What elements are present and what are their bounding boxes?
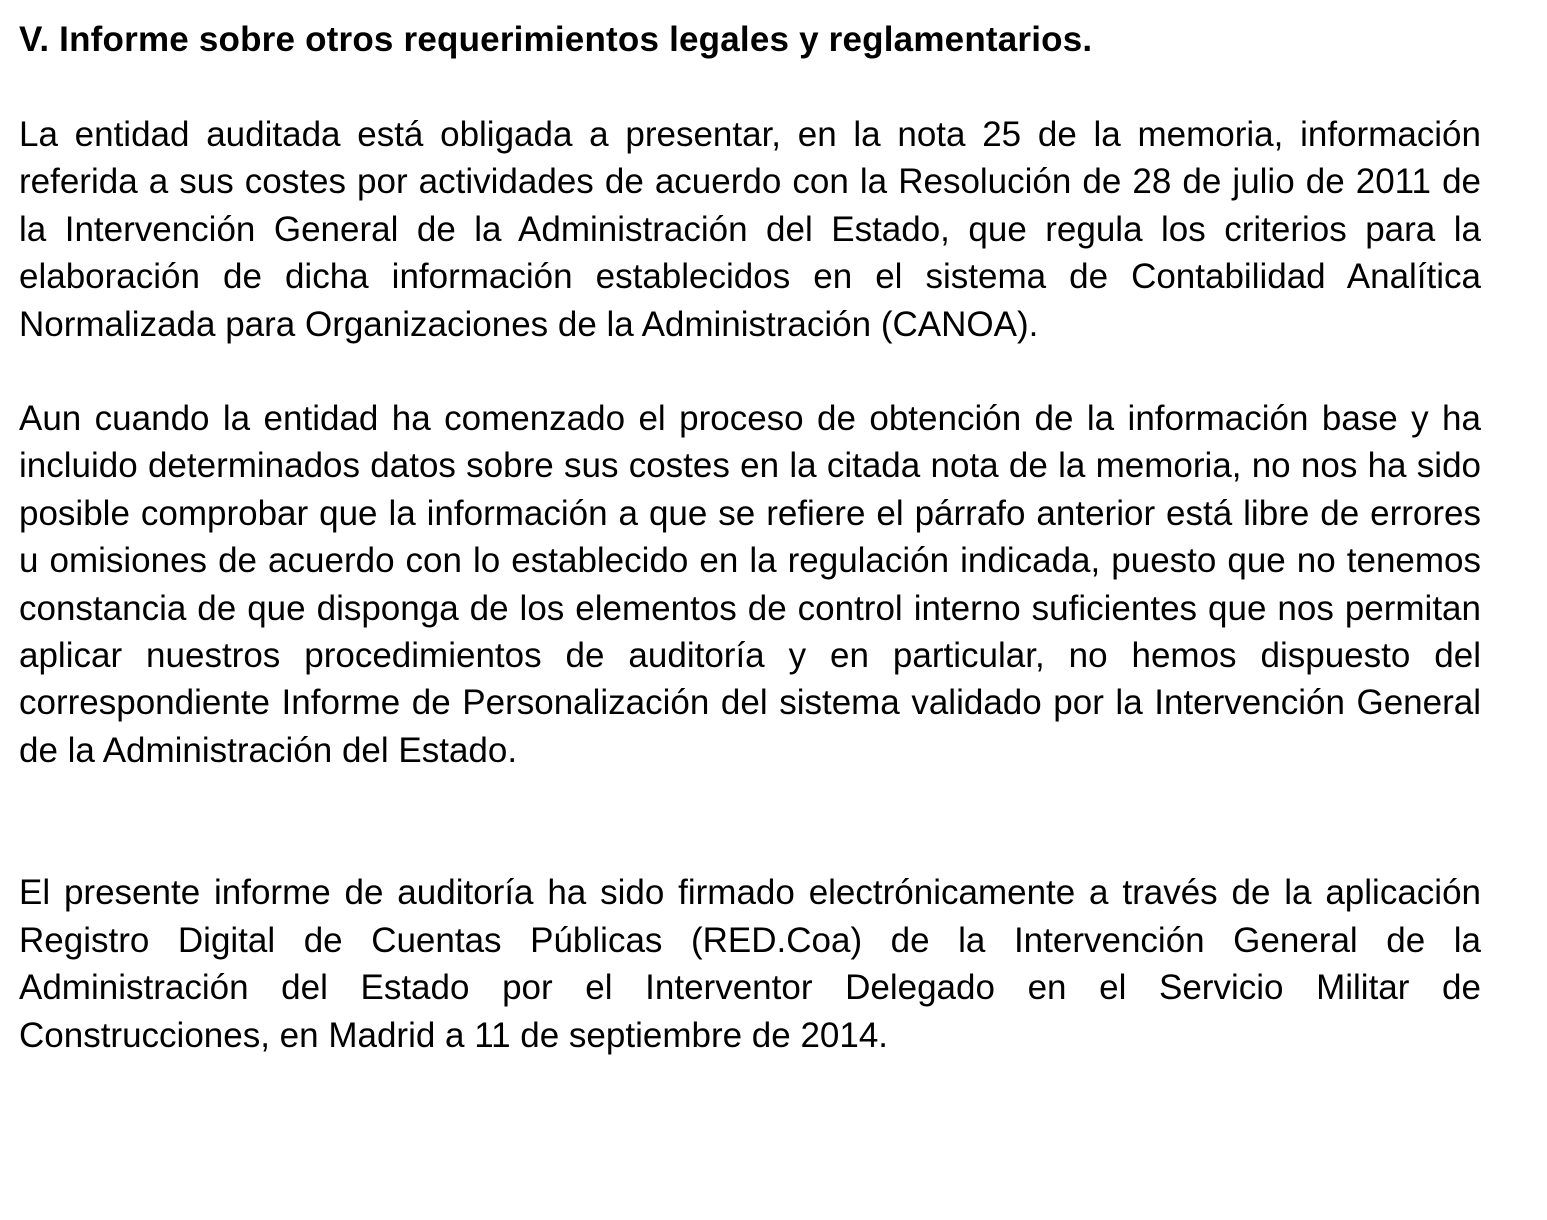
paragraph-canoa-obligation: La entidad auditada está obligada a presentar, en la nota 25 de la memoria, información referida a sus costes por actividades de acuerdo con la Resolución de 28 de julio de 2011 de la Intervención General de la Administración del Estado, que regula los criterios para la elaboración de dicha información establecidos en el sistema de Contabilidad Analítica Normalizada para Organizaciones de la Administración (CANOA). [19, 115, 1481, 344]
section-heading: V. Informe sobre otros requerimientos legales y reglamentarios. [19, 20, 1093, 59]
paragraph-signature-statement: El presente informe de auditoría ha sido firmado electrónicamente a través de la aplicación Registro Digital de Cuentas Públicas (RED.Coa) de la Intervención General de la Administración del Estado por el Interventor Delegado en el Servicio Militar de Construcciones, en Madrid a 11 de septiembre de 2014. [19, 873, 1481, 1055]
document-page [19, 0, 1481, 1059]
paragraph-audit-limitation: Aun cuando la entidad ha comenzado el proceso de obtención de la información base y ha incluido determinados datos sobre sus costes en la citada nota de la memoria, no nos ha sido posible comprobar que la información a que se refiere el párrafo anterior está libre de errores u omisiones de acuerdo con lo establecido en la regulación indicada, puesto que no tenemos constancia de que disponga de los elementos de control interno suficientes que nos permitan aplicar nuestros procedimientos de auditoría y en particular, no hemos dispuesto del correspondiente Informe de Personalización del sistema validado por la Intervención General de la Administración del Estado. [19, 399, 1481, 770]
